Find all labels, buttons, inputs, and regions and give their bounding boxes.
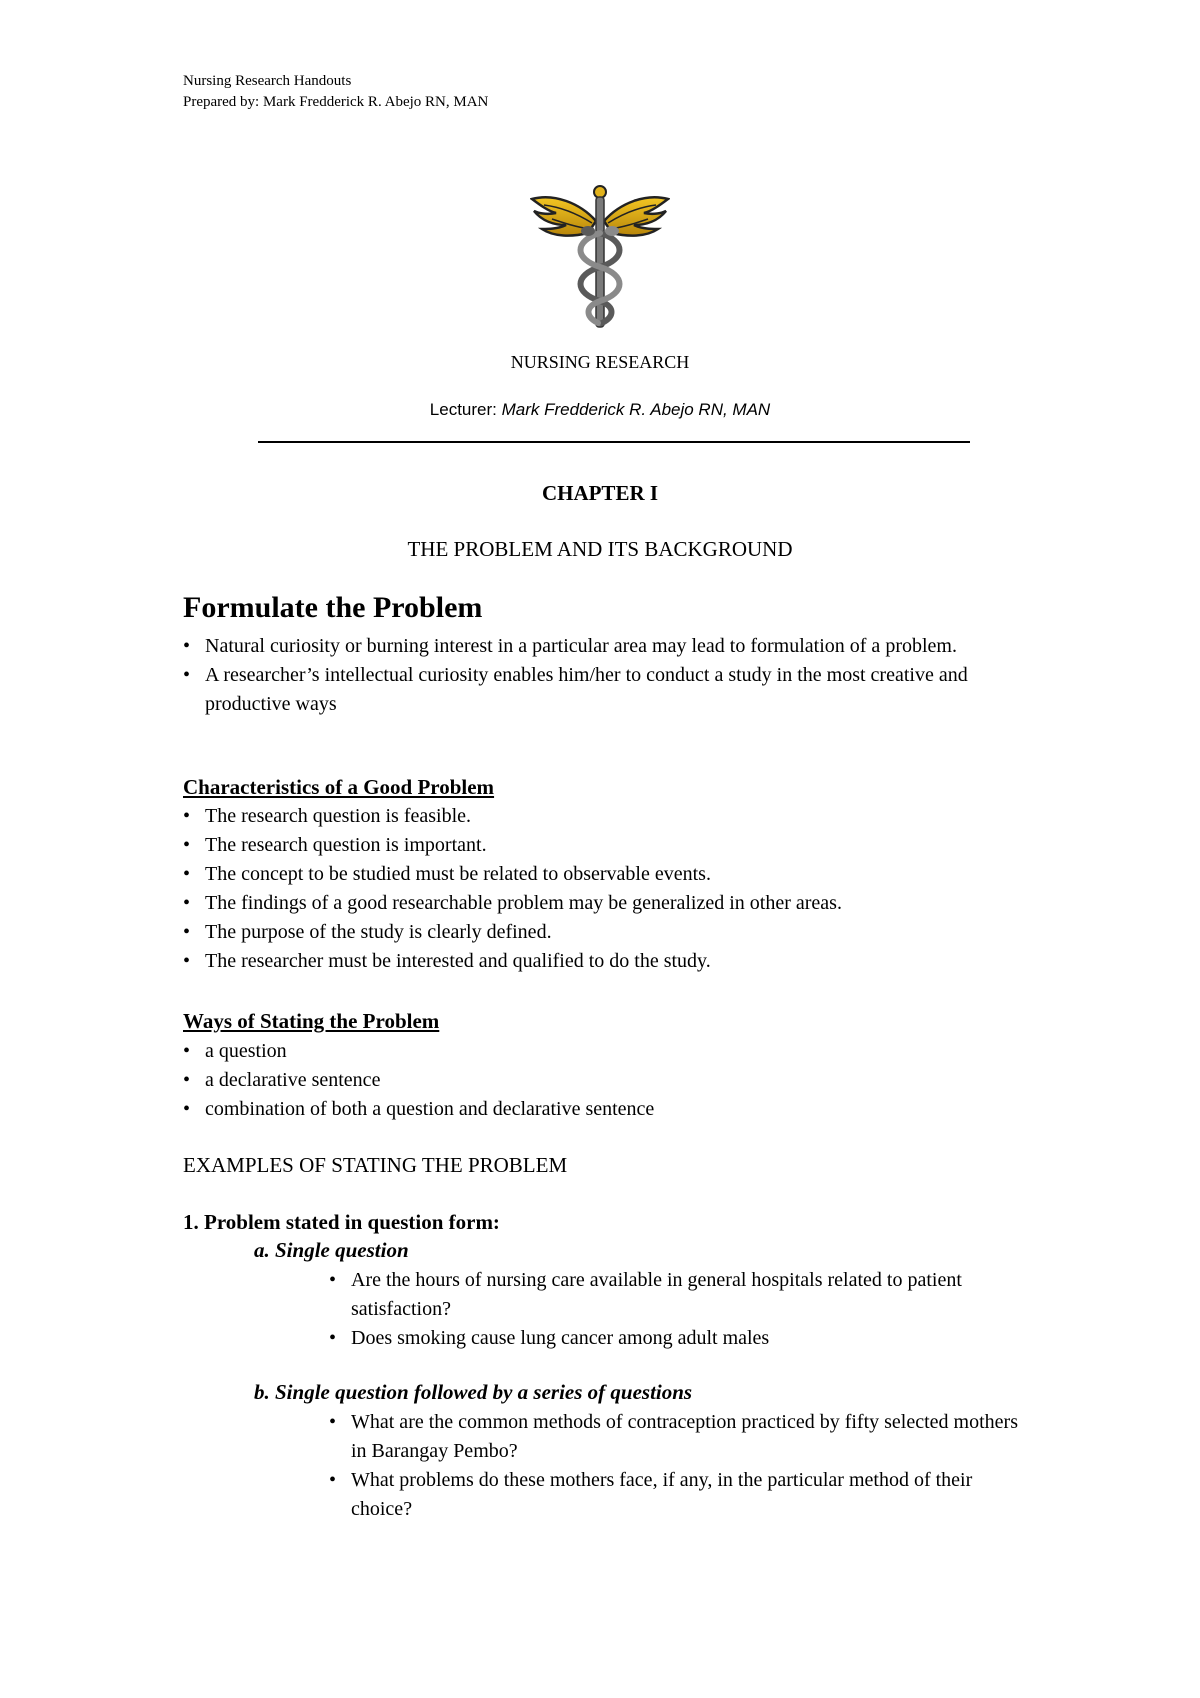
- list-item: • What are the common methods of contraception practiced by fifty selected mothers in Barangay Pembo?: [329, 1408, 1029, 1466]
- lecturer-line: [0, 400, 1200, 420]
- examples-heading: EXAMPLES OF STATING THE PROBLEM: [183, 1153, 568, 1177]
- lecturer-name: Mark Fredderick R. Abejo RN, MAN: [501, 400, 771, 419]
- ways-heading: Ways of Stating the Problem: [183, 1009, 440, 1033]
- single-question-list: [329, 1266, 1029, 1353]
- list-item: • The concept to be studied must be related to observable events.: [183, 860, 1083, 889]
- document-title: NURSING RESEARCH: [510, 352, 690, 372]
- characteristics-list: [183, 802, 1083, 976]
- list-item: • A researcher’s intellectual curiosity enables him/her to conduct a study in the most creative and productive ways: [183, 661, 1043, 719]
- single-question-heading: a. Single question: [254, 1238, 409, 1262]
- header-line-2: Prepared by: Mark Fredderick R. Abejo RN, MAN: [183, 94, 489, 110]
- section-1-heading: 1. Problem stated in question form:: [183, 1210, 500, 1234]
- chapter-title: THE PROBLEM AND ITS BACKGROUND: [407, 537, 793, 561]
- list-item: • What problems do these mothers face, if any, in the particular method of their choice?: [329, 1466, 1029, 1524]
- list-item: • The purpose of the study is clearly defined.: [183, 918, 1083, 947]
- list-item: • The research question is important.: [183, 831, 1083, 860]
- ways-list: [183, 1037, 1083, 1124]
- list-item: • Does smoking cause lung cancer among adult males: [329, 1324, 1029, 1353]
- list-item: • a question: [183, 1037, 1083, 1066]
- list-item: • a declarative sentence: [183, 1066, 1083, 1095]
- list-item: • combination of both a question and declarative sentence: [183, 1095, 1083, 1124]
- caduceus-icon: [530, 183, 670, 331]
- list-item: • The findings of a good researchable problem may be generalized in other areas.: [183, 889, 1083, 918]
- series-question-list: [329, 1408, 1029, 1524]
- series-question-heading: b. Single question followed by a series of questions: [254, 1380, 693, 1404]
- list-item: • The researcher must be interested and qualified to do the study.: [183, 947, 1083, 976]
- divider-rule: [258, 441, 970, 443]
- list-item: • Natural curiosity or burning interest in a particular area may lead to formulation of a problem.: [183, 632, 1043, 661]
- list-item: • The research question is feasible.: [183, 802, 1083, 831]
- formulate-list: [183, 632, 1043, 719]
- characteristics-heading: Characteristics of a Good Problem: [183, 775, 495, 799]
- lecturer-label: Lecturer:: [429, 400, 497, 419]
- chapter-heading: CHAPTER I: [541, 481, 659, 505]
- header-line-1: Nursing Research Handouts: [183, 73, 352, 89]
- formulate-heading: Formulate the Problem: [183, 591, 483, 624]
- list-item: • Are the hours of nursing care available in general hospitals related to patient satisfaction?: [329, 1266, 1029, 1324]
